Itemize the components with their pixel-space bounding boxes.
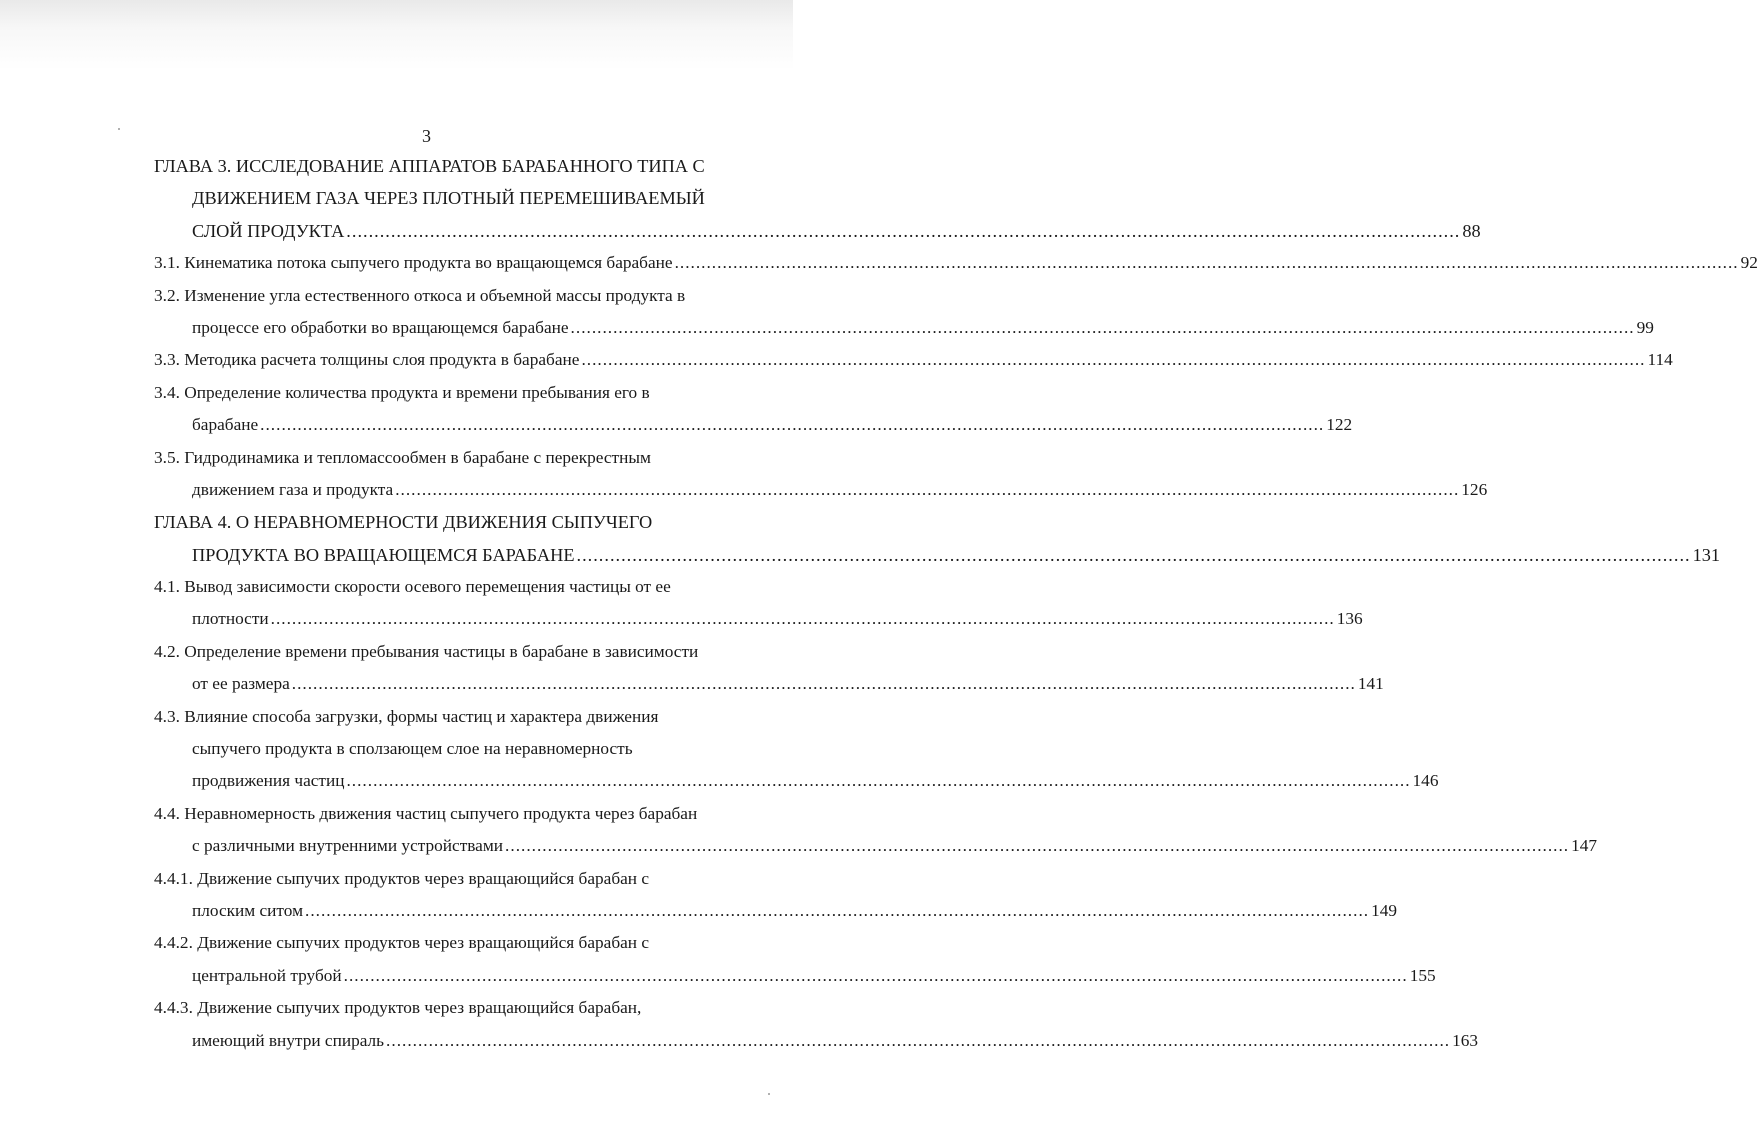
toc-entry-text: от ее размера xyxy=(192,674,290,694)
toc-leader-dots: ........................................................................................................................................................................................................ xyxy=(395,479,1460,499)
toc-page-number: 146 xyxy=(1412,771,1439,791)
toc-entry-line xyxy=(154,571,748,603)
toc-entry-text: плотности xyxy=(192,609,269,629)
table-of-contents xyxy=(154,150,1758,1057)
toc-entry-text: СЛОЙ ПРОДУКТА xyxy=(192,220,345,241)
toc-entry-line xyxy=(154,992,748,1024)
toc-entry-line xyxy=(154,247,1758,279)
toc-leader-dots: ........................................................................................................................................................................................................ xyxy=(570,317,1635,337)
toc-leader-dots: ........................................................................................................................................................................................................ xyxy=(386,1030,1451,1050)
toc-entry-text: процессе его обработки во вращающемся барабане xyxy=(192,317,569,337)
toc-page-number: 136 xyxy=(1336,609,1363,629)
toc-page-number: 155 xyxy=(1409,965,1436,985)
toc-entry-text: с различными внутренними устройствами xyxy=(192,836,504,856)
toc-leader-dots: ........................................................................................................................................................................................................ xyxy=(674,253,1739,273)
toc-entry-text: 4.2. Определение времени пребывания частицы в барабане в зависимости xyxy=(154,641,699,661)
toc-leader-dots: ........................................................................................................................................................................................................ xyxy=(581,350,1646,370)
toc-entry-line xyxy=(154,798,748,830)
toc-entry-line xyxy=(154,701,748,733)
toc-entry-text: ГЛАВА 3. ИССЛЕДОВАНИЕ АППАРАТОВ БАРАБАННОГО ТИПА С xyxy=(154,156,705,176)
toc-leader-dots: ........................................................................................................................................................................................................ xyxy=(305,900,1370,920)
toc-entry-text: плоским ситом xyxy=(192,900,304,920)
toc-chapter-line xyxy=(154,150,748,182)
toc-chapter-line xyxy=(154,215,1481,247)
toc-entry-text: барабане xyxy=(192,415,259,435)
toc-entry-text: 4.4.3. Движение сыпучих продуктов через вращающийся барабан, xyxy=(154,998,642,1018)
toc-page-number: 122 xyxy=(1326,415,1353,435)
toc-entry-text: центральной трубой xyxy=(192,965,342,985)
toc-entry-text: сыпучего продукта в сползающем слое на неравномерность xyxy=(192,739,633,759)
toc-entry-line xyxy=(154,960,1436,992)
toc-leader-dots: ........................................................................................................................................................................................................ xyxy=(346,220,1461,241)
toc-entry-text: 3.2. Изменение угла естественного откоса и объемной массы продукта в xyxy=(154,285,686,305)
toc-leader-dots: ........................................................................................................................................................................................................ xyxy=(260,415,1325,435)
toc-page-number: 163 xyxy=(1452,1030,1479,1050)
toc-chapter-line xyxy=(154,182,748,214)
toc-chapter-line xyxy=(154,506,748,538)
toc-page-number: 92 xyxy=(1740,253,1758,273)
toc-leader-dots: ........................................................................................................................................................................................................ xyxy=(291,674,1356,694)
toc-page-number: 131 xyxy=(1692,544,1720,565)
toc-entry-text: 4.4.2. Движение сыпучих продуктов через вращающийся барабан с xyxy=(154,933,650,953)
toc-page-number: 99 xyxy=(1636,317,1654,337)
toc-entry-line xyxy=(154,603,1363,635)
toc-entry-line xyxy=(154,733,748,765)
toc-entry-line xyxy=(154,280,748,312)
toc-leader-dots: ........................................................................................................................................................................................................ xyxy=(505,836,1570,856)
toc-leader-dots: ........................................................................................................................................................................................................ xyxy=(343,965,1408,985)
toc-entry-text: 3.5. Гидродинамика и тепломассообмен в барабане с перекрестным xyxy=(154,447,651,467)
toc-entry-text: ПРОДУКТА ВО ВРАЩАЮЩЕМСЯ БАРАБАНЕ xyxy=(192,544,575,565)
toc-entry-text: 4.4. Неравномерность движения частиц сыпучего продукта через барабан xyxy=(154,803,698,823)
toc-page-number: 114 xyxy=(1647,350,1673,370)
toc-entry-line xyxy=(154,312,1654,344)
toc-entry-line xyxy=(154,863,748,895)
toc-entry-text: ДВИЖЕНИЕМ ГАЗА ЧЕРЕЗ ПЛОТНЫЙ ПЕРЕМЕШИВАЕМЫЙ xyxy=(192,188,705,209)
toc-entry-text: движением газа и продукта xyxy=(192,479,394,499)
toc-leader-dots: ........................................................................................................................................................................................................ xyxy=(576,544,1691,565)
toc-entry-line xyxy=(154,830,1598,862)
toc-entry-line xyxy=(154,377,748,409)
toc-page-number: 126 xyxy=(1461,479,1488,499)
toc-entry-text: 3.4. Определение количества продукта и времени пребывания его в xyxy=(154,382,650,402)
toc-entry-line xyxy=(154,474,1488,506)
page-number: 3 xyxy=(422,126,431,146)
toc-entry-line xyxy=(154,927,748,959)
toc-entry-line xyxy=(154,409,1353,441)
toc-leader-dots: ........................................................................................................................................................................................................ xyxy=(346,771,1411,791)
toc-leader-dots: ........................................................................................................................................................................................................ xyxy=(270,609,1335,629)
toc-entry-text: 3.3. Методика расчета толщины слоя продукта в барабане xyxy=(154,350,580,370)
toc-entry-line xyxy=(154,765,1439,797)
toc-entry-text: 4.1. Вывод зависимости скорости осевого перемещения частицы от ее xyxy=(154,577,671,597)
toc-page-number: 147 xyxy=(1571,836,1598,856)
toc-page-number: 141 xyxy=(1357,674,1384,694)
toc-entry-text: продвижения частиц xyxy=(192,771,345,791)
toc-entry-text: ГЛАВА 4. О НЕРАВНОМЕРНОСТИ ДВИЖЕНИЯ СЫПУЧЕГО xyxy=(154,512,653,533)
toc-entry-line xyxy=(154,344,1673,376)
toc-entry-text: 4.4.1. Движение сыпучих продуктов через вращающийся барабан с xyxy=(154,868,650,888)
toc-entry-text: 3.1. Кинематика потока сыпучего продукта во вращающемся барабане xyxy=(154,253,673,273)
toc-page-number: 149 xyxy=(1371,900,1397,920)
toc-entry-text: имеющий внутри спираль xyxy=(192,1030,385,1050)
toc-page-number: 88 xyxy=(1462,220,1481,241)
toc-entry-line xyxy=(154,895,1397,927)
toc-entry-line xyxy=(154,442,748,474)
toc-chapter-line xyxy=(154,539,1720,571)
toc-entry-text: 4.3. Влияние способа загрузки, формы частиц и характера движения xyxy=(154,706,659,726)
toc-entry-line xyxy=(154,1025,1479,1057)
toc-entry-line xyxy=(154,668,1384,700)
toc-entry-line xyxy=(154,636,748,668)
scan-speck xyxy=(768,1093,770,1095)
